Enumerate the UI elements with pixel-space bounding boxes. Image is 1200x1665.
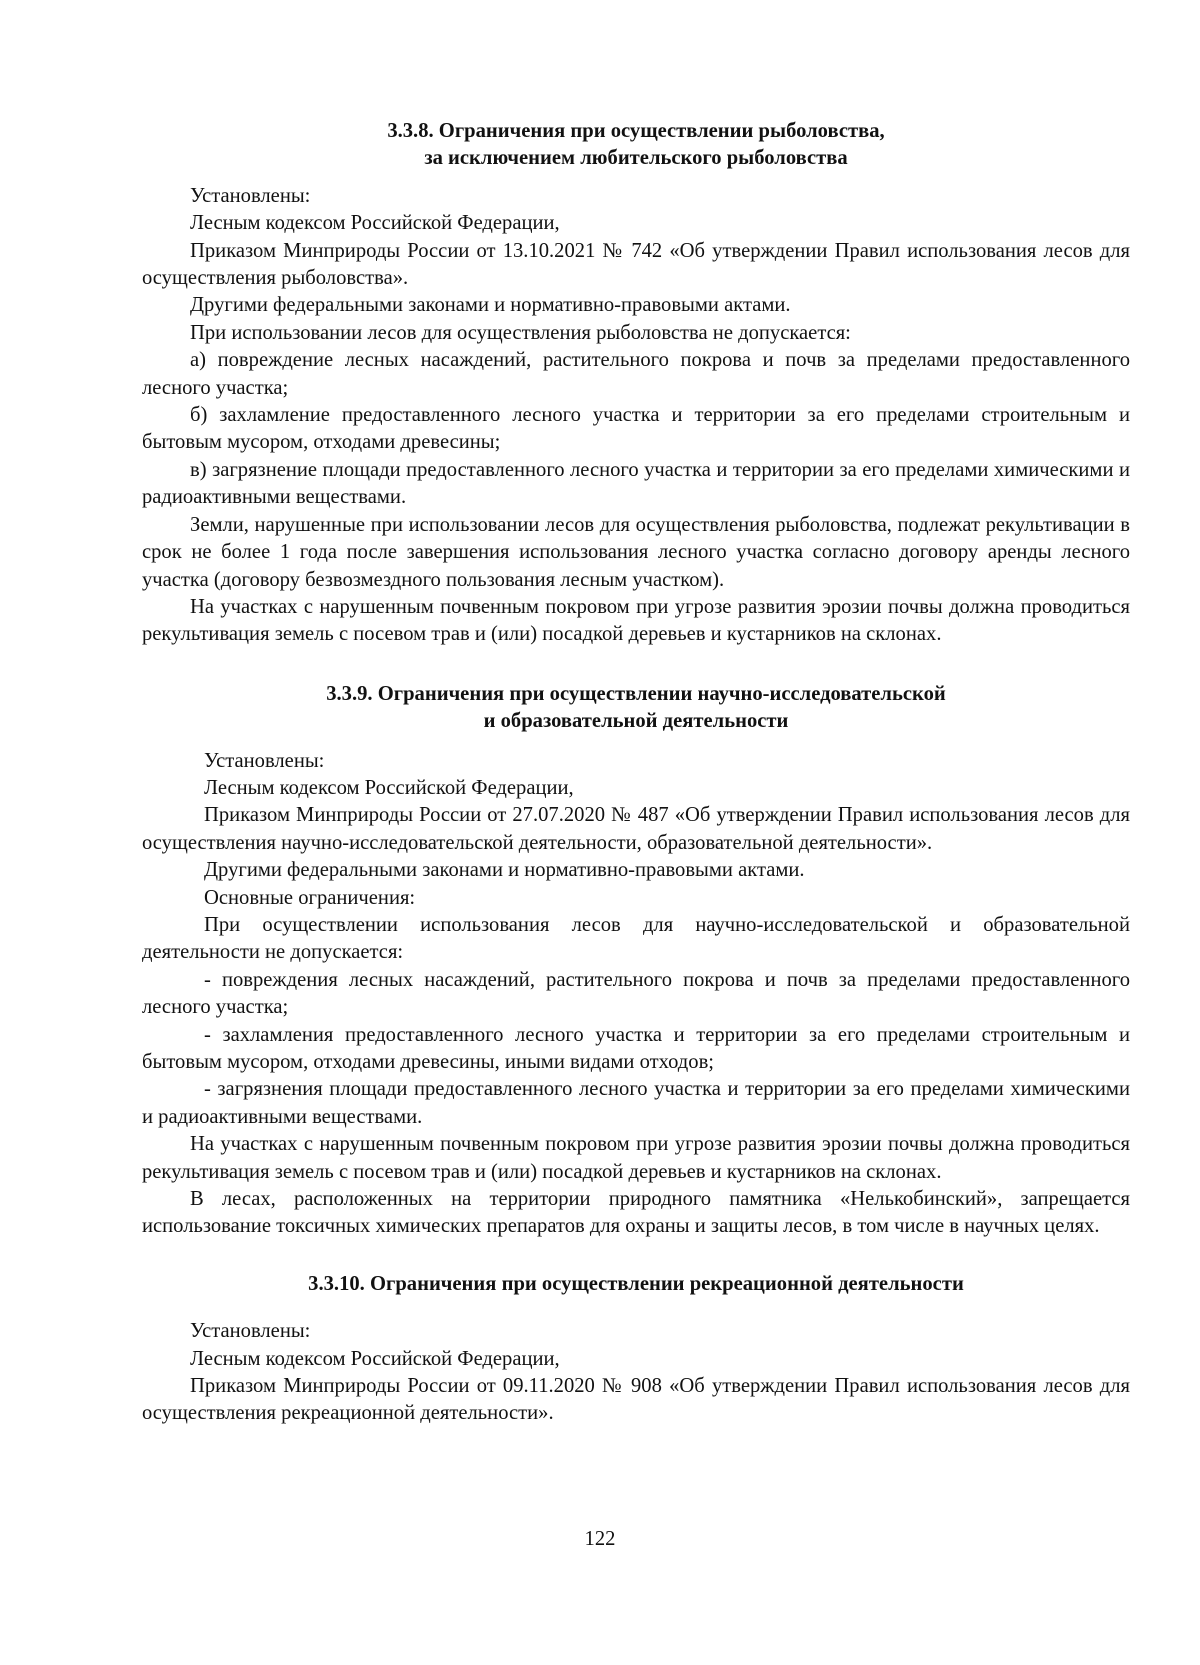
paragraph: На участках с нарушенным почвенным покровом при угрозе развития эрозии почвы должна проводиться рекультивация земель с посевом трав и (или) посадкой деревьев и кустарников на склонах. xyxy=(142,1133,1130,1183)
heading-line: за исключением любительского рыболовства xyxy=(424,147,848,170)
paragraph: При осуществлении использования лесов для научно-исследовательской и образовательной деятельности не допускается: xyxy=(142,913,1130,964)
list-item: б) захламление предоставленного лесного участка и территории за его пределами строительным и бытовым мусором, отходами древесины; xyxy=(142,404,1130,454)
paragraph: Лесным кодексом Российской Федерации, xyxy=(204,776,574,799)
list-item: а) повреждение лесных насаждений, растительного покрова и почв за пределами предоставленного лесного участка; xyxy=(142,349,1130,399)
paragraph: На участках с нарушенным почвенным покровом при угрозе развития эрозии почвы должна проводиться рекультивация земель с посевом трав и (или) посадкой деревьев и кустарников на склонах. xyxy=(142,595,1130,646)
paragraph: Установлены: xyxy=(190,184,311,207)
heading-line: и образовательной деятельности xyxy=(483,710,789,733)
document-page xyxy=(142,118,1130,1428)
section-3-3-10-body xyxy=(142,1318,1130,1428)
list-item: в) загрязнение площади предоставленного лесного участка и территории за его пределами химическими и радиоактивными веществами. xyxy=(142,458,1130,509)
paragraph: Основные ограничения: xyxy=(204,886,416,909)
list-item: - повреждения лесных насаждений, растительного покрова и почв за пределами предоставленного лесного участка; xyxy=(142,968,1130,1019)
paragraph: В лесах, расположенных на территории природного памятника «Нелькобинский», запрещается использование токсичных химических препаратов для охраны и защиты лесов, в том числе в научных целях. xyxy=(142,1188,1130,1238)
page-number: 122 xyxy=(584,1528,616,1550)
heading-line: 3.3.10. Ограничения при осуществлении рекреационной деятельности xyxy=(308,1272,964,1295)
paragraph: При использовании лесов для осуществления рыболовства не допускается: xyxy=(190,321,851,344)
heading-line: 3.3.8. Ограничения при осуществлении рыболовства, xyxy=(387,120,885,142)
paragraph: Лесным кодексом Российской Федерации, xyxy=(190,1347,560,1370)
list-item: - захламления предоставленного лесного участка и территории за его пределами строительным и бытовым мусором, отходами древесины, иными видами отходов; xyxy=(142,1023,1130,1073)
paragraph: Приказом Минприроды России от 27.07.2020 № 487 «Об утверждении Правил использования лесов для осуществления научно-исследовательской деятельности, образовательной деятельности». xyxy=(142,804,1130,854)
paragraph: Установлены: xyxy=(204,749,325,772)
section-3-3-10-heading xyxy=(142,1271,1130,1298)
list-item: - загрязнения площади предоставленного лесного участка и территории за его пределами химическими и радиоактивными веществами. xyxy=(142,1078,1130,1128)
paragraph: Другими федеральными законами и нормативно-правовыми актами. xyxy=(190,294,791,317)
paragraph: Другими федеральными законами и нормативно-правовыми актами. xyxy=(204,859,805,882)
paragraph: Приказом Минприроды России от 13.10.2021 № 742 «Об утверждении Правил использования лесов для осуществления рыболовства». xyxy=(142,239,1130,290)
section-3-3-9-heading xyxy=(142,681,1130,736)
section-3-3-8-body xyxy=(142,183,1130,649)
paragraph: Установлены: xyxy=(190,1320,311,1343)
heading-line: 3.3.9. Ограничения при осуществлении научно-исследовательской xyxy=(326,682,946,705)
section-3-3-8-heading xyxy=(142,118,1130,173)
section-3-3-9-body xyxy=(142,748,1130,1241)
paragraph: Лесным кодексом Российской Федерации, xyxy=(190,212,560,235)
paragraph: Земли, нарушенные при использовании лесов для осуществления рыболовства, подлежат рекультивации в срок не более 1 года после завершения использования лесного участка согласно договору аренды лесного участка (договору безвозмездного пользования лесным участком). xyxy=(142,513,1130,591)
paragraph: Приказом Минприроды России от 09.11.2020 № 908 «Об утверждении Правил использования лесов для осуществления рекреационной деятельности». xyxy=(142,1375,1130,1425)
